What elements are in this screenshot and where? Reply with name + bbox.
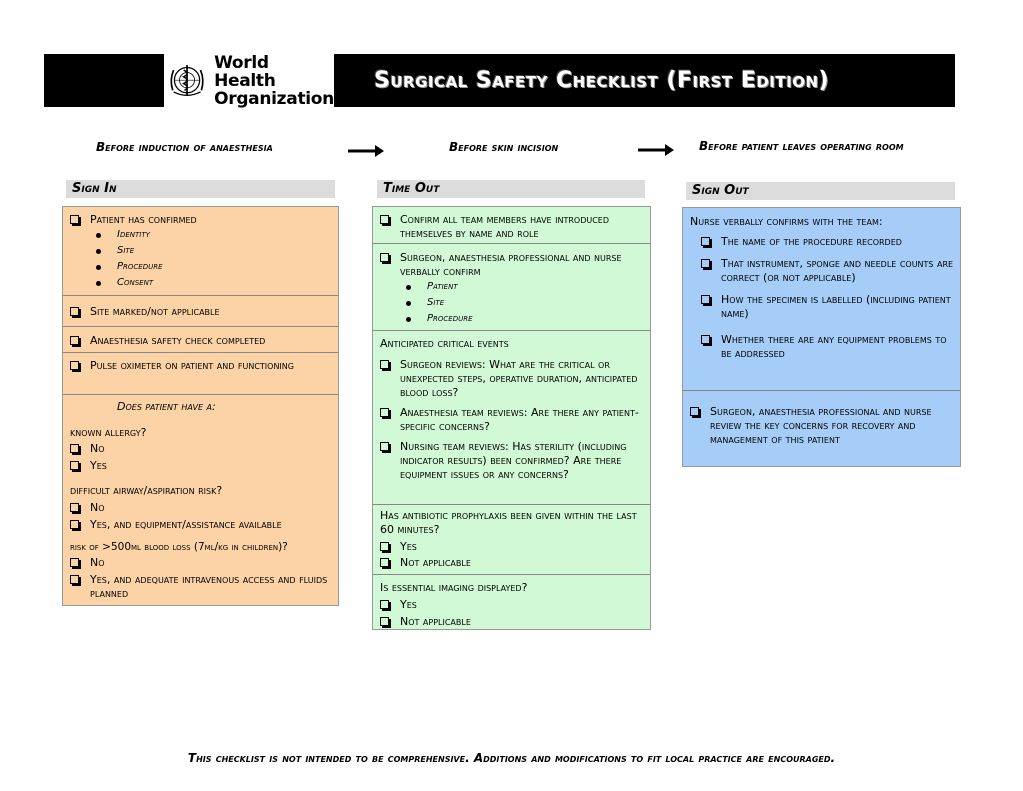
check-label: Surgeon reviews: What are the critical or unexpected steps, operative duration, anticipated blood loss? — [400, 358, 638, 399]
question-label: known allergy? — [70, 426, 147, 439]
checkbox[interactable] — [380, 253, 389, 262]
checkbox[interactable] — [70, 444, 79, 453]
check-label: Nursing team reviews: Has sterility (including indicator results) been confirmed? Are there equipment issues or any concerns? — [400, 440, 627, 481]
phase-before-incision: Before skin incision — [449, 140, 559, 154]
un-emblem-icon — [166, 56, 208, 106]
check-label: Yes, and equipment/assistance available — [90, 518, 282, 531]
nurse-confirms-section — [683, 208, 960, 391]
org-name-line2: Organization — [214, 88, 334, 109]
page-title: Surgical Safety Checklist (First Edition) — [374, 68, 830, 93]
site-marked-section — [63, 296, 338, 327]
checkbox[interactable] — [380, 542, 389, 551]
checkbox[interactable] — [380, 360, 389, 369]
check-label: The name of the procedure recorded — [721, 235, 902, 248]
question-label: risk of >500ml blood loss (7ml/kg in children)? — [70, 541, 288, 553]
prophylaxis-section — [373, 505, 650, 575]
checkbox[interactable] — [380, 600, 389, 609]
check-label: No — [90, 442, 105, 455]
org-name — [214, 54, 334, 108]
checkbox[interactable] — [70, 307, 79, 316]
checkbox[interactable] — [701, 295, 710, 304]
checkbox[interactable] — [701, 335, 710, 344]
check-label: Surgeon, anaesthesia professional and nurse review the key concerns for recovery and management of this patient — [710, 405, 932, 446]
check-label: Yes — [400, 598, 417, 611]
check-label: No — [90, 501, 105, 514]
check-label: That instrument, sponge and needle counts are correct (or not applicable) — [721, 257, 954, 284]
phase-before-induction: Before induction of anaesthesia — [96, 140, 273, 154]
key-concerns-section — [683, 391, 960, 447]
checkbox[interactable] — [70, 361, 79, 370]
header-bar — [44, 54, 955, 107]
checkbox[interactable] — [380, 442, 389, 451]
list-item: Site — [70, 243, 338, 259]
footer-note: This checklist is not intended to be comprehensive. Additions and modifications to fit local practice are encouraged. — [187, 751, 836, 765]
list-item: Site — [380, 295, 642, 311]
sign-in-header: Sign In — [66, 180, 335, 198]
verbal-confirm-section — [373, 244, 650, 331]
time-out-header: Time Out — [377, 180, 645, 198]
check-label: Pulse oximeter on patient and functioning — [90, 359, 294, 372]
checkbox[interactable] — [380, 215, 389, 224]
check-label: Confirm all team members have introduced themselves by name and role — [400, 213, 610, 240]
checkbox[interactable] — [70, 336, 79, 345]
checkbox[interactable] — [70, 520, 79, 529]
checkbox[interactable] — [380, 617, 389, 626]
question-label: Is essential imaging displayed? — [380, 581, 528, 594]
who-logo — [164, 54, 334, 107]
checkbox[interactable] — [70, 461, 79, 470]
check-label: Yes — [90, 459, 107, 472]
section-subtitle: Nurse verbally confirms with the team: — [690, 215, 883, 228]
section-subtitle: Anticipated critical events — [380, 337, 509, 350]
check-label: Not applicable — [400, 615, 471, 628]
check-label: Surgeon, anaesthesia professional and nurse verbally confirm — [400, 251, 622, 278]
team-intro-section — [373, 207, 650, 244]
anaesthesia-check-section — [63, 327, 338, 353]
check-label: Patient has confirmed — [90, 213, 197, 226]
check-label: Site marked/not applicable — [90, 305, 220, 318]
checkbox[interactable] — [70, 575, 79, 584]
checkbox[interactable] — [70, 503, 79, 512]
checkbox[interactable] — [380, 408, 389, 417]
org-name-line1: World Health — [214, 52, 276, 91]
time-out-box — [372, 206, 651, 630]
patient-risks-section — [63, 395, 338, 601]
question-label: Has antibiotic prophylaxis been given within the last 60 minutes? — [380, 509, 637, 536]
check-label: Yes, and adequate intravenous access and fluids planned — [90, 573, 328, 600]
sign-out-header: Sign Out — [686, 182, 955, 200]
sign-out-box — [682, 207, 961, 467]
patient-confirmed-section — [63, 207, 338, 296]
pulse-oximeter-section — [63, 353, 338, 395]
list-item: Patient — [380, 279, 642, 295]
imaging-section — [373, 575, 650, 629]
check-label: Anaesthesia team reviews: Are there any patient-specific concerns? — [400, 406, 639, 433]
list-item: Identity — [70, 227, 338, 243]
arrow-right-icon — [638, 144, 674, 156]
checkbox[interactable] — [70, 215, 79, 224]
phase-before-leaves: Before patient leaves operating room — [699, 139, 904, 153]
list-item: Consent — [70, 275, 338, 291]
list-item: Procedure — [70, 259, 338, 275]
checkbox[interactable] — [380, 558, 389, 567]
checkbox[interactable] — [690, 407, 699, 416]
sign-in-box — [62, 206, 339, 606]
section-subtitle: Does patient have a: — [117, 400, 216, 413]
arrow-right-icon — [348, 145, 384, 157]
check-label: Not applicable — [400, 556, 471, 569]
check-label: Whether there are any equipment problems to be addressed — [721, 333, 947, 360]
critical-events-section — [373, 331, 650, 505]
check-label: Yes — [400, 540, 417, 553]
question-label: difficult airway/aspiration risk? — [70, 484, 223, 497]
check-label: No — [90, 556, 105, 569]
list-item: Procedure — [380, 311, 642, 327]
checkbox[interactable] — [701, 237, 710, 246]
checkbox[interactable] — [701, 259, 710, 268]
check-label: Anaesthesia safety check completed — [90, 334, 266, 347]
check-label: How the specimen is labelled (including patient name) — [721, 293, 951, 320]
checkbox[interactable] — [70, 558, 79, 567]
